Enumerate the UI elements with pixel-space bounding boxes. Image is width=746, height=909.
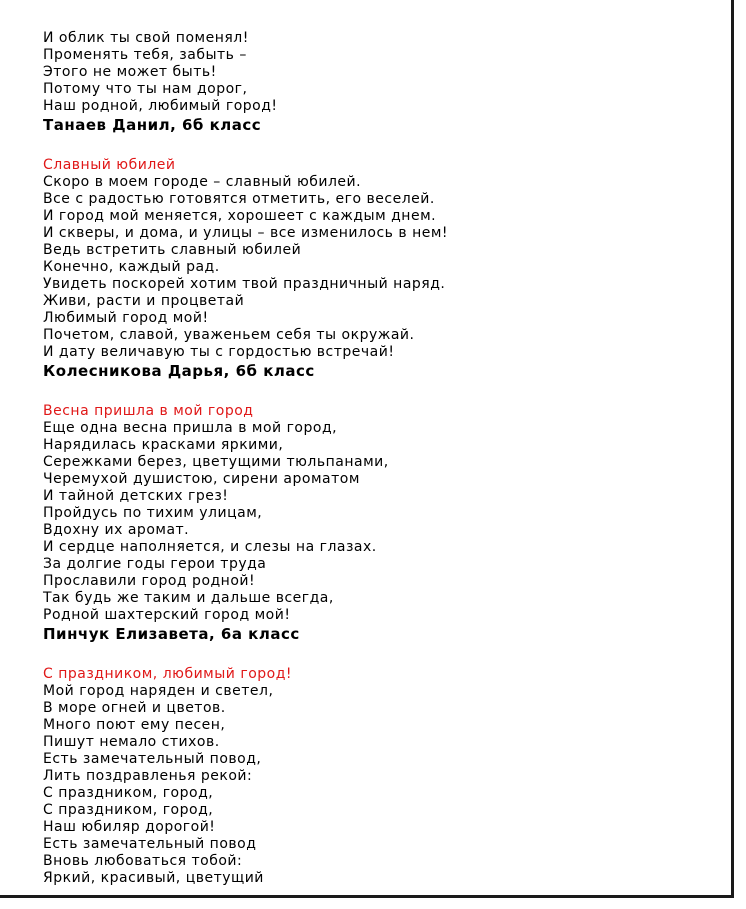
poem-line: Пройдусь по тихим улицам, (43, 505, 263, 521)
poem-line: Почетом, славой, уваженьем себя ты окружай. (43, 327, 415, 343)
poem-line: Скоро в моем городе – славный юбилей. (43, 174, 362, 190)
poem-line: Любимый город мой! (43, 310, 209, 326)
poem-line: Нарядилась красками яркими, (43, 437, 284, 453)
poem-line: И облик ты свой поменял! (43, 30, 249, 46)
poem-line: Яркий, красивый, цветущий (43, 870, 264, 886)
poem-author: Колесникова Дарья, 6б класс (43, 362, 315, 380)
poem-block (43, 157, 723, 381)
poem-line: С праздником, город, (43, 802, 214, 818)
poem-title: Славный юбилей (43, 157, 176, 173)
poem-line: И скверы, и дома, и улицы – все изменилось в нем! (43, 225, 449, 241)
poem-line: Лить поздравленья рекой: (43, 768, 253, 784)
poem-line: И сердце наполняется, и слезы на глазах. (43, 539, 377, 555)
poem-line: За долгие годы герои труда (43, 556, 267, 572)
poem-line: Много поют ему песен, (43, 717, 226, 733)
poem-line: Так будь же таким и дальше всегда, (43, 590, 334, 606)
poem-block (43, 666, 723, 887)
poem-line: Ведь встретить славный юбилей (43, 242, 302, 258)
poem-line: Наш родной, любимый город! (43, 98, 278, 114)
poem-line: И город мой меняется, хорошеет с каждым днем. (43, 208, 437, 224)
poem-line: Этого не может быть! (43, 64, 217, 80)
poem-line: Все с радостью готовятся отметить, его веселей. (43, 191, 435, 207)
poem-line: Вдохну их аромат. (43, 522, 190, 538)
poem-line: Черемухой душистою, сирени ароматом (43, 471, 360, 487)
poem-line: С праздником, город, (43, 785, 214, 801)
poem-line: Еще одна весна пришла в мой город, (43, 420, 338, 436)
poem-line: Пишут немало стихов. (43, 734, 220, 750)
poem-line: Живи, расти и процветай (43, 293, 245, 309)
poem-line: Мой город наряден и светел, (43, 683, 274, 699)
poem-line: И тайной детских грез! (43, 488, 229, 504)
poem-line: Вновь любоваться тобой: (43, 853, 243, 869)
poem-line: Родной шахтерский город мой! (43, 607, 291, 623)
poem-line: Есть замечательный повод, (43, 751, 262, 767)
poem-line: Увидеть поскорей хотим твой праздничный наряд. (43, 276, 446, 292)
poem-line: Променять тебя, забыть – (43, 47, 247, 63)
poem-line: Потому что ты нам дорог, (43, 81, 248, 97)
poem-line: Конечно, каждый рад. (43, 259, 220, 275)
poem-author: Пинчук Елизавета, 6а класс (43, 625, 300, 643)
poem-line: Есть замечательный повод (43, 836, 257, 852)
poem-collection (43, 30, 723, 909)
poem-title: Весна пришла в мой город (43, 403, 254, 419)
poem-line: Сережками берез, цветущими тюльпанами, (43, 454, 389, 470)
poem-block (43, 403, 723, 644)
poem-title: С праздником, любимый город! (43, 666, 292, 682)
poem-line: Прославили город родной! (43, 573, 256, 589)
poem-author: Танаев Данил, 6б класс (43, 116, 262, 134)
poem-line: Наш юбиляр дорогой! (43, 819, 216, 835)
poem-line: И дату величавую ты с гордостью встречай! (43, 344, 395, 360)
poem-block (43, 30, 723, 135)
poem-line: В море огней и цветов. (43, 700, 226, 716)
